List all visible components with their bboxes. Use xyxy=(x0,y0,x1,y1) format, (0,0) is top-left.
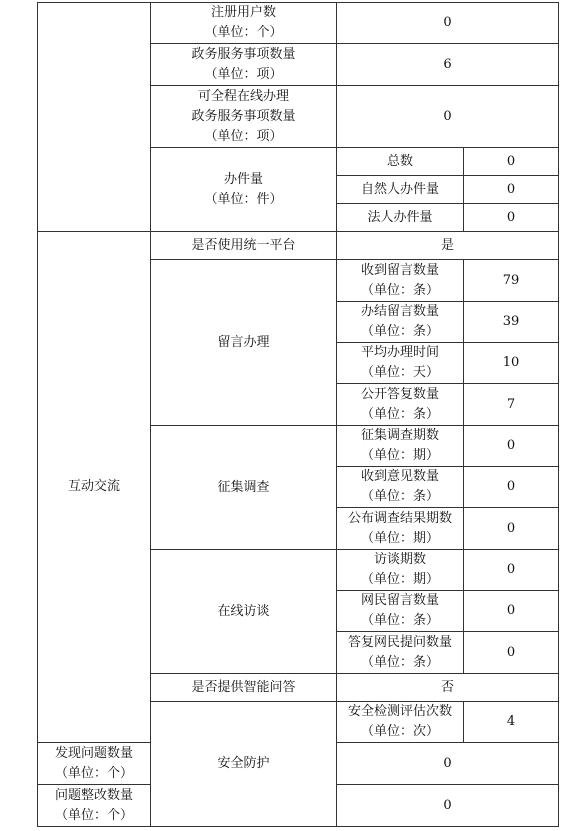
unit-text: （单位：个） xyxy=(54,765,133,781)
label-text: 收到留言数量 xyxy=(360,262,439,278)
handling-legal-value: 0 xyxy=(464,204,559,232)
interview-netizen-msgs-value: 0 xyxy=(464,591,559,632)
handling-total-value: 0 xyxy=(464,148,559,176)
survey-results-label xyxy=(337,508,464,550)
label-text: 答复网民提问数量 xyxy=(347,634,452,650)
issues-fixed-value: 0 xyxy=(337,785,559,827)
survey-opinions-label xyxy=(337,467,464,508)
gov-service-items-label xyxy=(151,44,337,86)
registered-users-value: 0 xyxy=(337,3,559,44)
messages-resolved-label xyxy=(337,302,464,343)
survey-results-value: 0 xyxy=(464,508,559,550)
messages-received-value: 79 xyxy=(464,260,559,302)
handling-natural-value: 0 xyxy=(464,176,559,204)
unit-text: （单位：条） xyxy=(360,613,439,628)
interview-periods-label xyxy=(337,550,464,591)
section-label-security: 安全防护 xyxy=(151,702,337,827)
handling-legal-label: 法人办件量 xyxy=(337,204,464,232)
survey-periods-label xyxy=(337,426,464,467)
online-service-items-label xyxy=(151,86,337,148)
survey-label: 征集调查 xyxy=(151,426,337,550)
interview-answered-value: 0 xyxy=(464,632,559,674)
messages-public-replies-value: 7 xyxy=(464,384,559,426)
unified-platform-value: 是 xyxy=(337,232,559,260)
unit-text: （单位：次） xyxy=(360,724,439,739)
label-text: 可全程在线办理 xyxy=(197,88,289,104)
unit-text: （单位：条） xyxy=(360,654,439,670)
unit-text: （单位：条） xyxy=(360,406,439,422)
assessments-label xyxy=(337,702,464,743)
label-text: 安全检测评估次数 xyxy=(347,704,452,719)
gov-service-items-value: 6 xyxy=(337,44,559,86)
section-cell-blank xyxy=(38,3,151,232)
unified-platform-label: 是否使用统一平台 xyxy=(151,232,337,260)
label-text: 问题整改数量 xyxy=(54,787,133,803)
messages-avg-time-label xyxy=(337,343,464,384)
unit-text: （单位：个） xyxy=(54,807,133,823)
label-text: 政务服务事项数量 xyxy=(191,46,296,62)
messages-public-replies-label xyxy=(337,384,464,426)
unit-text: （单位：期） xyxy=(360,572,439,587)
label-text: 发现问题数量 xyxy=(54,745,133,761)
label-text: 办件量 xyxy=(223,171,263,187)
smart-qa-value: 否 xyxy=(337,674,559,702)
unit-text: （单位：期） xyxy=(360,530,439,546)
label-text: 访谈期数 xyxy=(373,552,426,567)
label-text: 网民留言数量 xyxy=(360,593,439,608)
interview-periods-value: 0 xyxy=(464,550,559,591)
unit-text: （单位：天） xyxy=(360,365,439,380)
unit-text: （单位：项） xyxy=(204,128,283,144)
registered-users-label xyxy=(151,3,337,44)
issues-fixed-label xyxy=(38,785,151,827)
unit-text: （单位：期） xyxy=(360,448,439,463)
label-text: 办结留言数量 xyxy=(360,304,439,319)
online-service-items-value: 0 xyxy=(337,86,559,148)
messages-avg-time-value: 10 xyxy=(464,343,559,384)
messages-label: 留言办理 xyxy=(151,260,337,426)
interview-answered-label xyxy=(337,632,464,674)
handling-label xyxy=(151,148,337,232)
messages-resolved-value: 39 xyxy=(464,302,559,343)
unit-text: （单位：条） xyxy=(360,282,439,298)
messages-received-label xyxy=(337,260,464,302)
unit-text: （单位：条） xyxy=(360,324,439,339)
unit-text: （单位：个） xyxy=(204,25,283,40)
table-row xyxy=(38,232,559,260)
assessments-value: 4 xyxy=(464,702,559,743)
section-label-interaction: 互动交流 xyxy=(38,232,151,743)
label-text: 收到意见数量 xyxy=(360,469,439,484)
issues-found-value: 0 xyxy=(337,743,559,785)
unit-text: （单位：件） xyxy=(204,191,283,207)
survey-opinions-value: 0 xyxy=(464,467,559,508)
handling-total-label: 总数 xyxy=(337,148,464,176)
label-text: 公开答复数量 xyxy=(360,386,439,402)
unit-text: （单位：项） xyxy=(204,66,283,82)
label-text: 政务服务事项数量 xyxy=(191,108,296,124)
label-text: 注册用户数 xyxy=(210,5,276,20)
issues-found-label xyxy=(38,743,151,785)
label-text: 平均办理时间 xyxy=(360,345,439,360)
interview-netizen-msgs-label xyxy=(337,591,464,632)
table-row xyxy=(38,3,559,44)
unit-text: （单位：条） xyxy=(360,489,439,504)
label-text: 公布调查结果期数 xyxy=(347,510,452,526)
label-text: 征集调查期数 xyxy=(360,428,439,443)
statistics-table xyxy=(37,2,559,827)
interview-label: 在线访谈 xyxy=(151,550,337,674)
handling-natural-label: 自然人办件量 xyxy=(337,176,464,204)
survey-periods-value: 0 xyxy=(464,426,559,467)
smart-qa-label: 是否提供智能问答 xyxy=(151,674,337,702)
